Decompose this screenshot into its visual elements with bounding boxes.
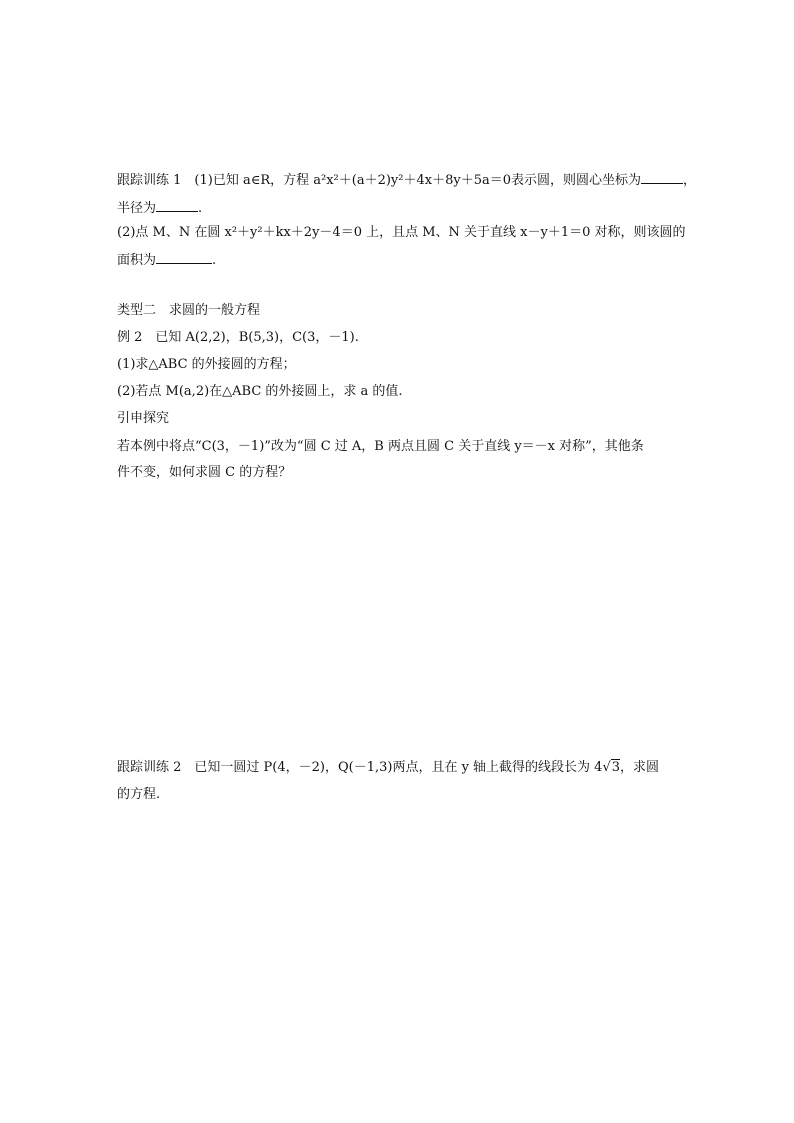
- exercise1-line1: [117, 171, 696, 190]
- answer-blank-center: [641, 171, 683, 184]
- example2-q2: [117, 383, 403, 401]
- extension-heading: [117, 410, 169, 428]
- exercise2-line1: [117, 759, 659, 777]
- extension-line1: [117, 438, 644, 456]
- punctuation: ，: [682, 173, 696, 188]
- exercise2-line2: [117, 786, 160, 804]
- exercise1-part2-text: (2)点 M、N 在圆 x²＋y²＋kx＋2y－4＝0 上，且点 M、N 关于直线 x－y＋1＝0 对称，则该圆的: [117, 225, 686, 240]
- example2-q1: [117, 356, 296, 374]
- extension-text-1: 若本例中将点“C(3，－1)”改为“圆 C 过 A，B 两点且圆 C 关于直线 y＝－x 对称”，其他条: [117, 439, 644, 454]
- exercise1-text: 跟踪训练 1 (1)已知 a∈R，方程 a²x²＋(a＋2)y²＋4x＋8y＋5a＝0表示圆，则圆心坐标为: [117, 173, 641, 188]
- example2-text: 例 2 已知 A(2,2)，B(5,3)，C(3，－1).: [117, 330, 359, 345]
- exercise1-line3: [117, 224, 686, 242]
- extension-line2: [117, 464, 291, 482]
- area-label: 面积为: [117, 253, 157, 268]
- exercise2-text-2: 的方程.: [117, 787, 161, 802]
- answer-blank-radius: [156, 199, 198, 212]
- question1-text: (1)求△ABC 的外接圆的方程；: [117, 357, 296, 372]
- answer-blank-area: [156, 251, 212, 264]
- type2-heading: [117, 302, 260, 320]
- exercise1-line4: [117, 251, 216, 270]
- exercise2-text: 跟踪训练 2 已知一圆过 P(4，－2)，Q(－1,3)两点，且在 y 轴上截得的线段长为 4: [117, 760, 603, 775]
- extension-heading-text: 引申探究: [117, 411, 170, 426]
- sqrt-expression: √3: [602, 760, 621, 775]
- example2-line: [117, 329, 359, 347]
- question2-text: (2)若点 M(a,2)在△ABC 的外接圆上，求 a 的值.: [117, 384, 403, 399]
- exercise2-text-tail: ，求圆: [620, 760, 660, 775]
- section-heading: 类型二 求圆的一般方程: [117, 303, 261, 318]
- exercise1-line2: [117, 199, 202, 218]
- radius-label: 半径为: [117, 201, 157, 216]
- punctuation: .: [198, 201, 203, 216]
- sqrt-radicand: 3: [611, 760, 621, 775]
- punctuation: .: [212, 253, 217, 268]
- extension-text-2: 件不变，如何求圆 C 的方程？: [117, 465, 292, 480]
